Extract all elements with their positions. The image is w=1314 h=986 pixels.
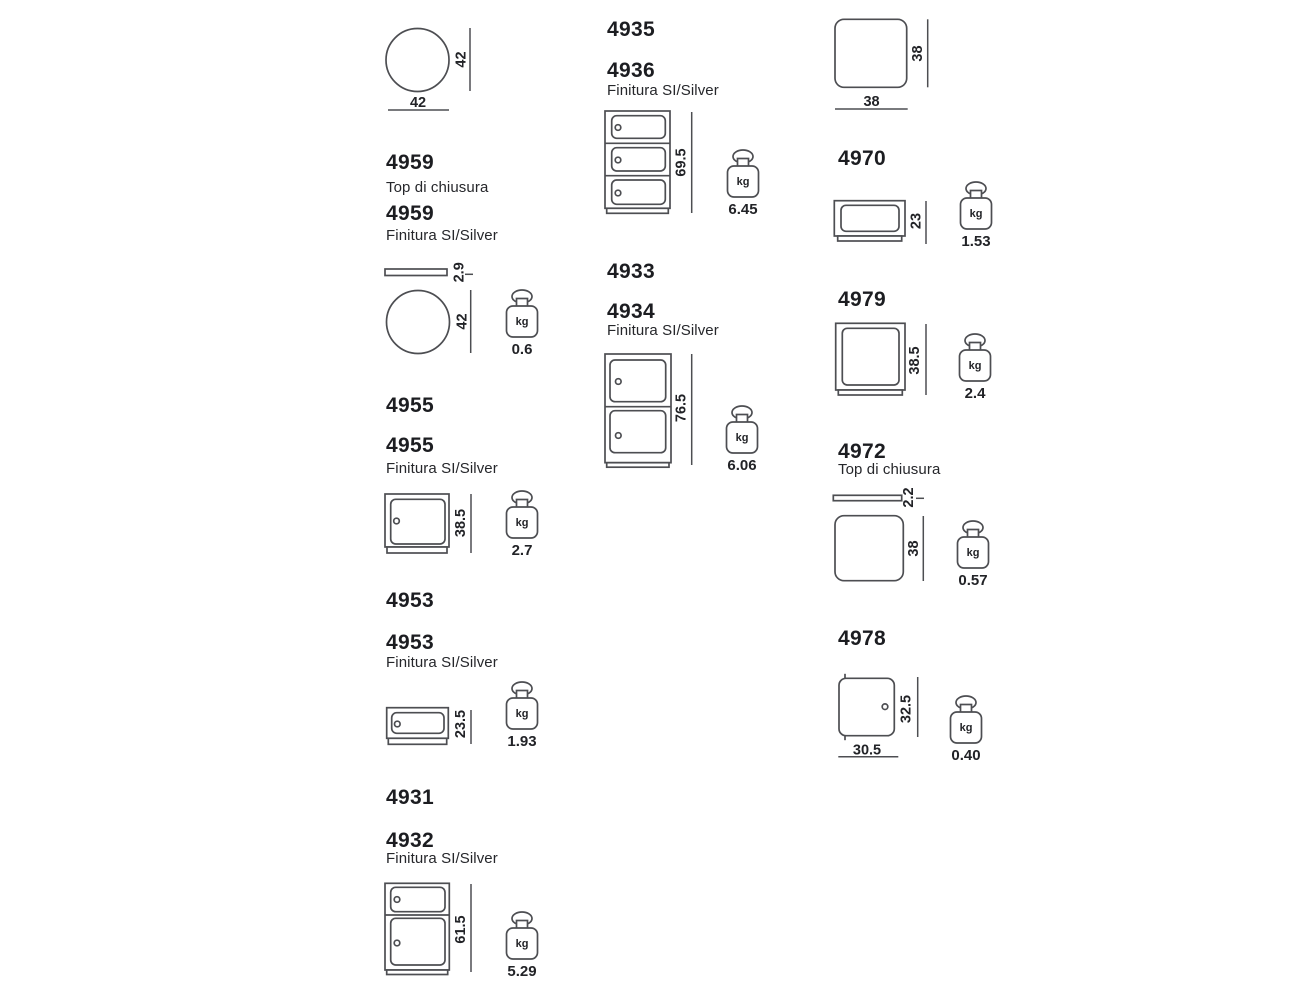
weight-icon	[955, 332, 995, 410]
drawing-4936	[600, 108, 735, 218]
drawing-4953	[375, 700, 510, 750]
drawing-4959	[375, 258, 510, 363]
product-code: 4935	[607, 18, 655, 41]
drawing-4979	[828, 320, 943, 400]
weight-value: 0.40	[951, 747, 981, 764]
round-top-outline	[386, 29, 449, 92]
product-code: 4959	[386, 151, 434, 174]
dim-label-height: 61.5	[453, 915, 469, 944]
weight-unit-label: kg	[515, 316, 529, 328]
product-code: 4931	[386, 786, 434, 809]
lid-outline	[385, 269, 447, 276]
weight-value: 5.29	[507, 963, 537, 980]
drawing-round-top	[375, 15, 485, 115]
dim-label-height: 23	[908, 212, 925, 230]
cabinet-outline	[387, 708, 449, 745]
weight-unit-label: kg	[515, 708, 529, 720]
weight-unit-label: kg	[959, 722, 973, 734]
square-top-outline	[835, 19, 907, 87]
weight-icon	[502, 680, 542, 758]
product-code: 4953	[386, 631, 434, 654]
weight-value: 2.4	[964, 385, 986, 402]
dim-label-height: 38.5	[453, 508, 469, 538]
cabinet-outline	[385, 494, 449, 553]
drawing-4932	[375, 878, 510, 980]
product-code: 4955	[386, 434, 434, 457]
weight-value: 6.06	[727, 457, 757, 474]
product-code: 4959	[386, 202, 434, 225]
product-code: 4955	[386, 394, 434, 417]
weight-unit-label: kg	[969, 208, 983, 220]
lid-top-outline	[387, 291, 450, 354]
product-finish-label: Finitura SI/Silver	[386, 460, 498, 477]
dim-label-diameter: 42	[454, 313, 471, 330]
product-code: 4934	[607, 300, 655, 323]
product-code: 4970	[838, 147, 886, 170]
weight-unit-label: kg	[966, 547, 980, 559]
door-knob	[615, 125, 621, 131]
product-code: 4932	[386, 829, 434, 852]
product-code: 4936	[607, 59, 655, 82]
product-finish-label: Finitura SI/Silver	[607, 82, 719, 99]
dim-label-width: 30.5	[852, 742, 882, 759]
dim-label-width: 42	[409, 95, 427, 111]
door-knob	[616, 433, 622, 439]
dim-label-height: 38	[906, 540, 922, 557]
cabinet-outline	[836, 323, 905, 395]
door-knob	[394, 897, 400, 903]
dim-label-height: 38.5	[907, 346, 923, 375]
weight-icon	[946, 694, 986, 772]
product-finish-label: Finitura SI/Silver	[386, 227, 498, 244]
door-knob	[395, 721, 401, 727]
weight-icon	[502, 288, 542, 366]
drawing-square-top	[828, 12, 943, 114]
drawing-4934	[600, 350, 735, 472]
weight-value: 0.57	[958, 572, 988, 589]
lid-outline	[833, 495, 901, 500]
product-variant-label: Top di chiusura	[386, 179, 489, 196]
product-variant-label: Top di chiusura	[838, 461, 941, 478]
weight-value: 2.7	[511, 542, 533, 559]
dim-label-height: 38	[910, 45, 926, 62]
dim-label-height: 69.5	[673, 148, 690, 177]
weight-unit-label: kg	[515, 938, 529, 950]
drawing-4972	[828, 482, 943, 585]
drawing-4955	[375, 488, 510, 560]
product-code: 4953	[386, 589, 434, 612]
weight-unit-label: kg	[968, 360, 982, 372]
door-knob	[615, 157, 621, 163]
weight-unit-label: kg	[736, 176, 750, 188]
weight-unit-label: kg	[515, 517, 529, 529]
dim-label-height: 32.5	[898, 694, 915, 724]
dim-label-height: 42	[453, 51, 470, 68]
door-knob	[394, 518, 400, 524]
product-finish-label: Finitura SI/Silver	[386, 654, 498, 671]
drawing-4978	[830, 668, 945, 763]
dim-label-height: 76.5	[673, 393, 690, 423]
cabinet-outline	[385, 883, 449, 974]
weight-icon	[502, 910, 542, 986]
cabinet-outline	[605, 354, 671, 467]
door-knob	[882, 704, 888, 710]
product-code: 4979	[838, 288, 886, 311]
product-code: 4978	[838, 627, 886, 650]
weight-value: 1.53	[961, 233, 991, 250]
product-finish-label: Finitura SI/Silver	[607, 322, 719, 339]
weight-unit-label: kg	[735, 432, 749, 444]
product-finish-label: Finitura SI/Silver	[386, 850, 498, 867]
door-outline	[839, 674, 894, 740]
weight-icon	[502, 489, 542, 567]
weight-icon	[956, 180, 996, 258]
cabinet-outline	[834, 201, 905, 241]
weight-value: 6.45	[728, 201, 758, 218]
product-code: 4972	[838, 440, 886, 463]
dim-label-lid-thickness: 2.9	[451, 262, 468, 283]
dim-label-height: 23.5	[453, 709, 469, 739]
dim-label-width: 38	[863, 94, 880, 110]
product-code: 4933	[607, 260, 655, 283]
drawing-4970	[828, 196, 943, 250]
weight-value: 0.6	[511, 341, 533, 358]
weight-icon	[722, 404, 762, 482]
door-knob	[616, 379, 622, 385]
dim-label-lid-thickness: 2.2	[901, 487, 917, 508]
weight-icon	[723, 148, 763, 226]
weight-icon	[953, 519, 993, 597]
door-knob	[394, 940, 400, 946]
cabinet-outline	[605, 111, 670, 213]
weight-value: 1.93	[507, 733, 537, 750]
lid-top-outline	[835, 516, 903, 581]
door-knob	[615, 190, 621, 196]
